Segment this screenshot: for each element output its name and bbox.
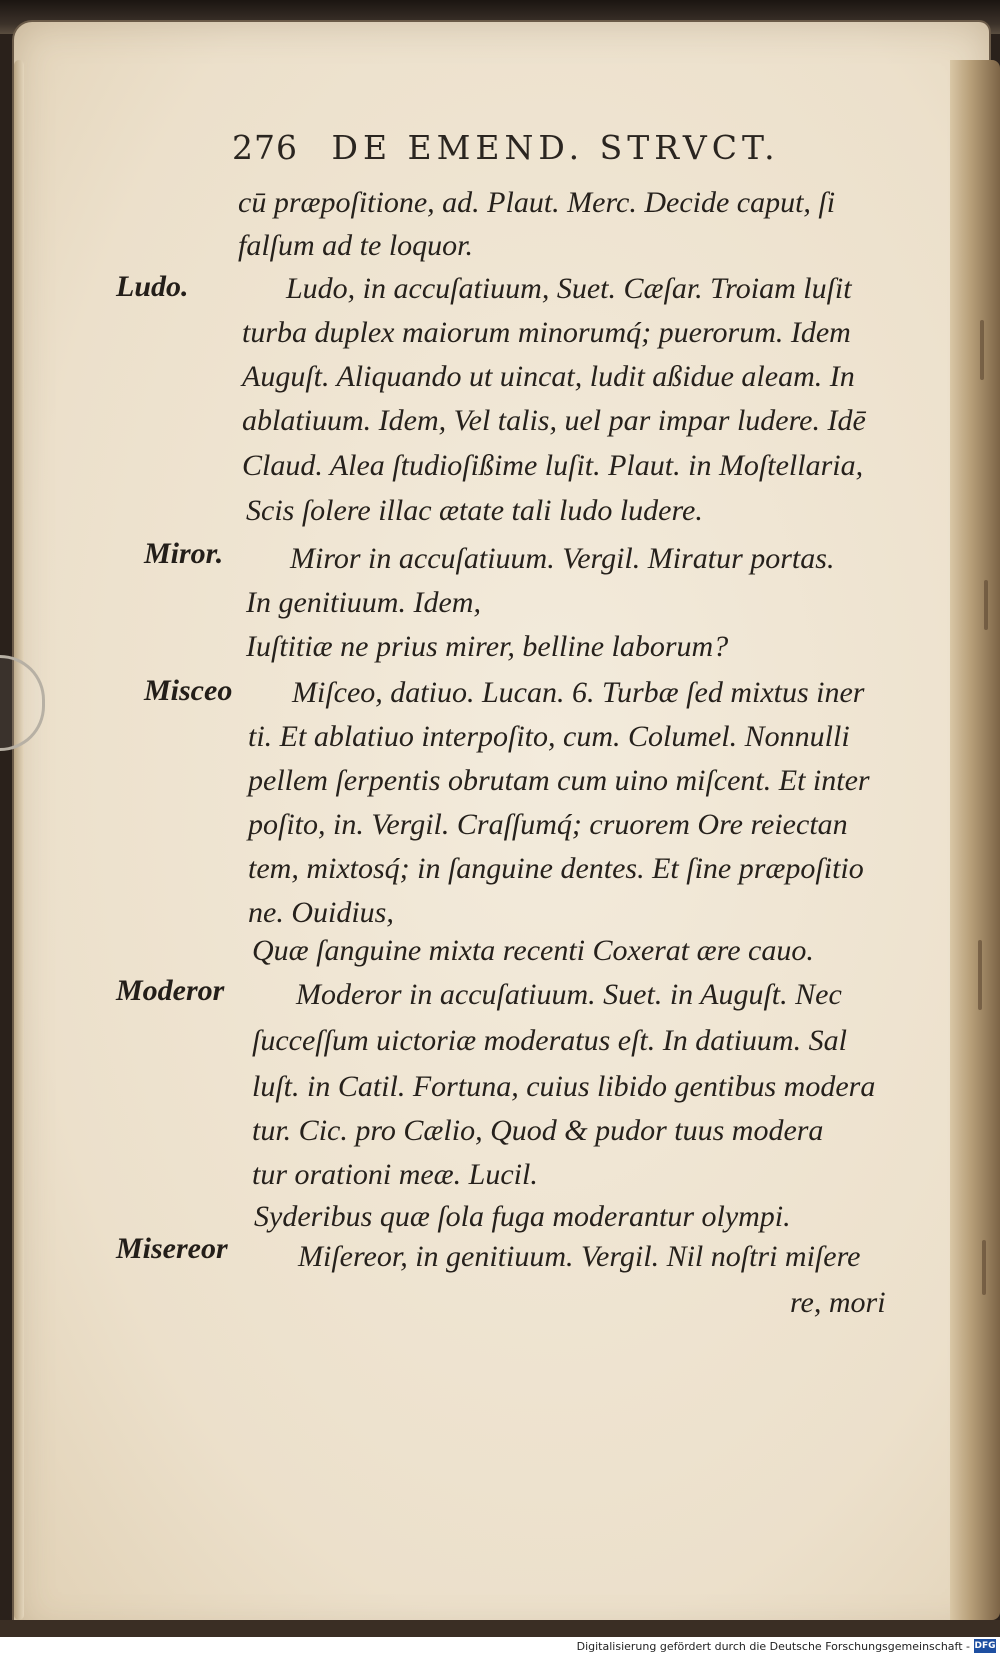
text-line: tur orationi meæ. Lucil.: [252, 1158, 538, 1191]
text-line: In genitiuum. Idem,: [246, 586, 481, 619]
text-line: ti. Et ablatiuo interpoſito, cum. Columel. Nonnulli: [248, 720, 850, 753]
text-line: re, mori: [790, 1286, 886, 1319]
text-line: cū præpoſitione, ad. Plaut. Merc. Decide caput, ſi: [238, 186, 836, 219]
text-line: luſt. in Catil. Fortuna, cuius libido gentibus modera: [252, 1070, 876, 1103]
text-line: turba duplex maiorum minorumq́; puerorum. Idem: [242, 316, 851, 349]
running-head: [232, 128, 832, 167]
margin-entry-misceo: Misceo: [144, 674, 233, 707]
text-line: tur. Cic. pro Cælio, Quod & pudor tuus modera: [252, 1114, 824, 1147]
text-line: Quæ ſanguine mixta recenti Coxerat ære cauo.: [252, 934, 814, 967]
margin-entry-misereor: Misereor: [116, 1232, 228, 1265]
footer-bar: [0, 1637, 1000, 1657]
text-line: tem, mixtosq́; in ſanguine dentes. Et ſine præpoſitio: [248, 852, 864, 885]
page-gutter: [14, 60, 24, 1620]
text-line: poſito, in. Vergil. Craſſumq́; cruorem Ore reiectan: [248, 808, 848, 841]
text-line: ablatiuum. Idem, Vel talis, uel par impar ludere. Idē: [242, 404, 866, 437]
text-line: Iuſtitiæ ne prius mirer, belline laborum?: [246, 630, 729, 663]
text-line: Ludo, in accuſatiuum, Suet. Cæſar. Troiam luſit: [286, 272, 852, 305]
text-line: Miſereor, in genitiuum. Vergil. Nil noſtri miſere: [298, 1240, 861, 1273]
dfg-logo: DFG: [974, 1641, 996, 1651]
text-line: Miſceo, datiuo. Lucan. 6. Turbæ ſed mixtus iner: [292, 676, 865, 709]
page-fore-edge: [950, 60, 1000, 1620]
book-bottom-edge: [0, 1620, 1000, 1637]
text-line: Miror in accuſatiuum. Vergil. Miratur portas.: [290, 542, 835, 575]
text-line: falſum ad te loquor.: [238, 229, 474, 262]
text-line: Scis ſolere illac ætate tali ludo ludere.: [246, 494, 703, 527]
margin-entry-moderor: Moderor: [116, 974, 225, 1007]
running-title: DE EMEND. STRVCT.: [331, 128, 780, 167]
text-line: Syderibus quæ ſola fuga moderantur olympi.: [254, 1200, 791, 1233]
margin-entry-ludo: Ludo.: [116, 270, 189, 303]
text-line: ne. Ouidius,: [248, 896, 394, 929]
text-line: Moderor in accuſatiuum. Suet. in Auguſt. Nec: [296, 978, 842, 1011]
text-line: pellem ſerpentis obrutam cum uino miſcent. Et inter: [248, 764, 870, 797]
page-number: 276: [232, 128, 298, 167]
margin-entry-miror: Miror.: [144, 537, 224, 570]
footer-credit: Digitalisierung gefördert durch die Deutsche Forschungsgemeinschaft -: [576, 1640, 970, 1653]
text-line: Claud. Alea ſtudioſißime luſit. Plaut. in Moſtellaria,: [242, 449, 864, 482]
text-line: Auguſt. Aliquando ut uincat, ludit aßidue aleam. In: [242, 360, 855, 393]
text-line: ſucceſſum uictoriæ moderatus eſt. In datiuum. Sal: [252, 1024, 847, 1057]
